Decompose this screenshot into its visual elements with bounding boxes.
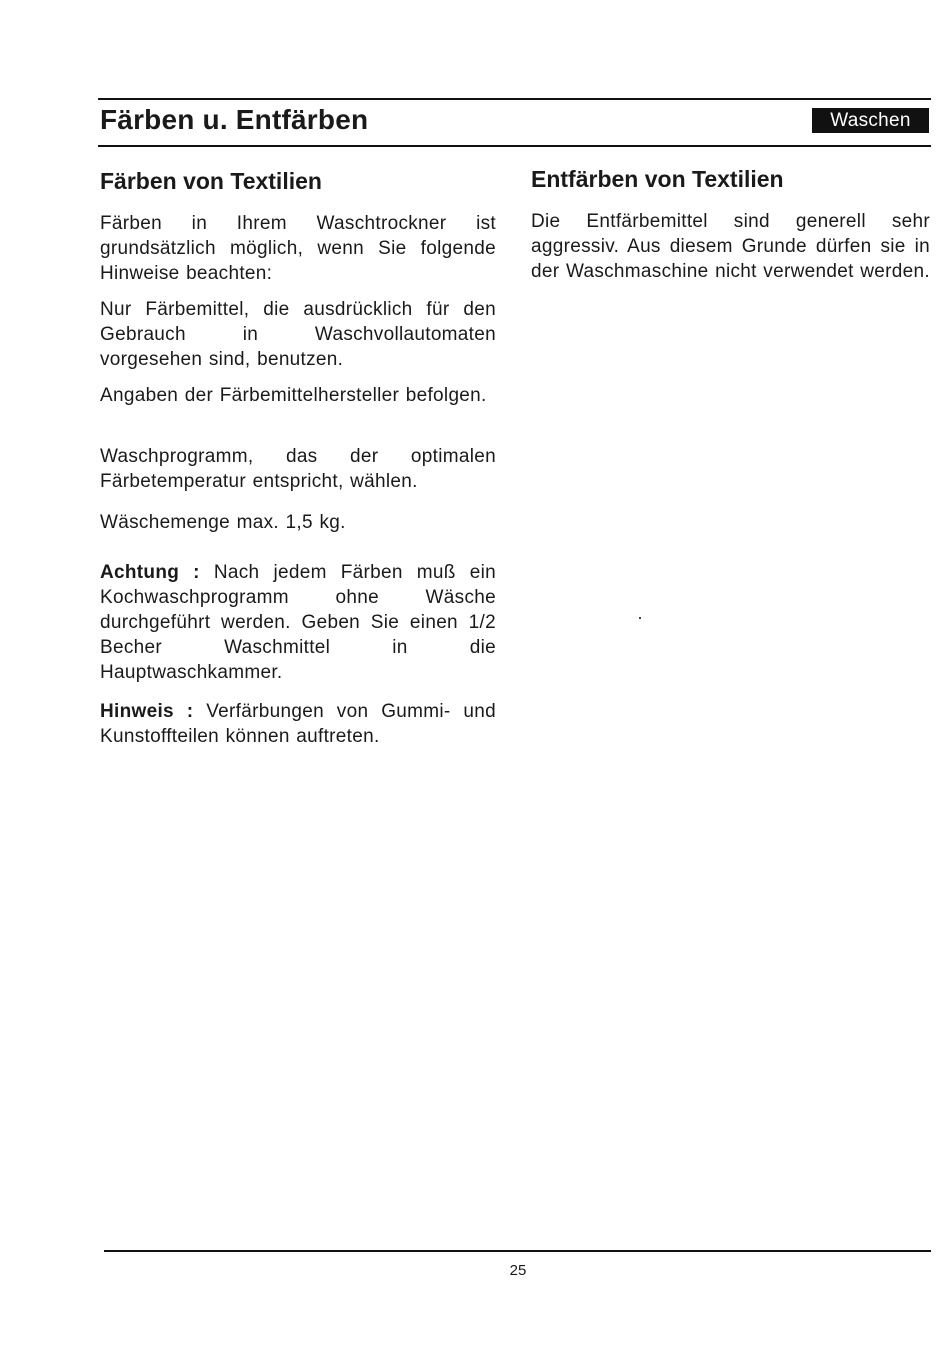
paragraph-intro: Färben in Ihrem Waschtrockner ist grundsätzlich möglich, wenn Sie folgende Hinweise beachten:: [100, 213, 496, 284]
scan-speck: [639, 617, 641, 619]
paragraph-manufacturer: Angaben der Färbemittelhersteller befolgen.: [100, 385, 487, 406]
page-title: Färben u. Entfärben: [100, 104, 369, 135]
left-heading: Färben von Textilien: [100, 168, 322, 194]
paragraph-load: Wäschemenge max. 1,5 kg.: [100, 512, 346, 533]
page-number: 25: [509, 1262, 527, 1279]
section-tab: Waschen: [812, 108, 929, 133]
attention-paragraph: [100, 560, 496, 685]
note-label: Hinweis :: [100, 701, 194, 722]
attention-text: Nach jedem Färben muß ein Kochwaschprogramm ohne Wäsche durchgeführt werden. Geben Sie einen 1/2 Becher Waschmittel in die Hauptwaschkammer.: [100, 562, 496, 683]
right-heading: Entfärben von Textilien: [531, 166, 784, 192]
footer-rule: [104, 1250, 931, 1252]
paragraph-dye-only: Nur Färbemittel, die ausdrücklich für den Gebrauch in Waschvollautomaten vorgesehen sind, benutzen.: [100, 299, 496, 370]
paragraph-program: Waschprogramm, das der optimalen Färbetemperatur entspricht, wählen.: [100, 446, 496, 492]
title-underline-rule: [98, 145, 931, 147]
paragraph-decolorant: Die Entfärbemittel sind generell sehr aggressiv. Aus diesem Grunde dürfen sie in der Waschmaschine nicht verwendet werden.: [531, 211, 930, 282]
note-text: Verfärbungen von Gummi- und Kunstoffteilen können auftreten.: [100, 701, 496, 747]
note-paragraph: [100, 699, 496, 749]
attention-label: Achtung :: [100, 562, 200, 583]
top-rule: [98, 98, 931, 100]
